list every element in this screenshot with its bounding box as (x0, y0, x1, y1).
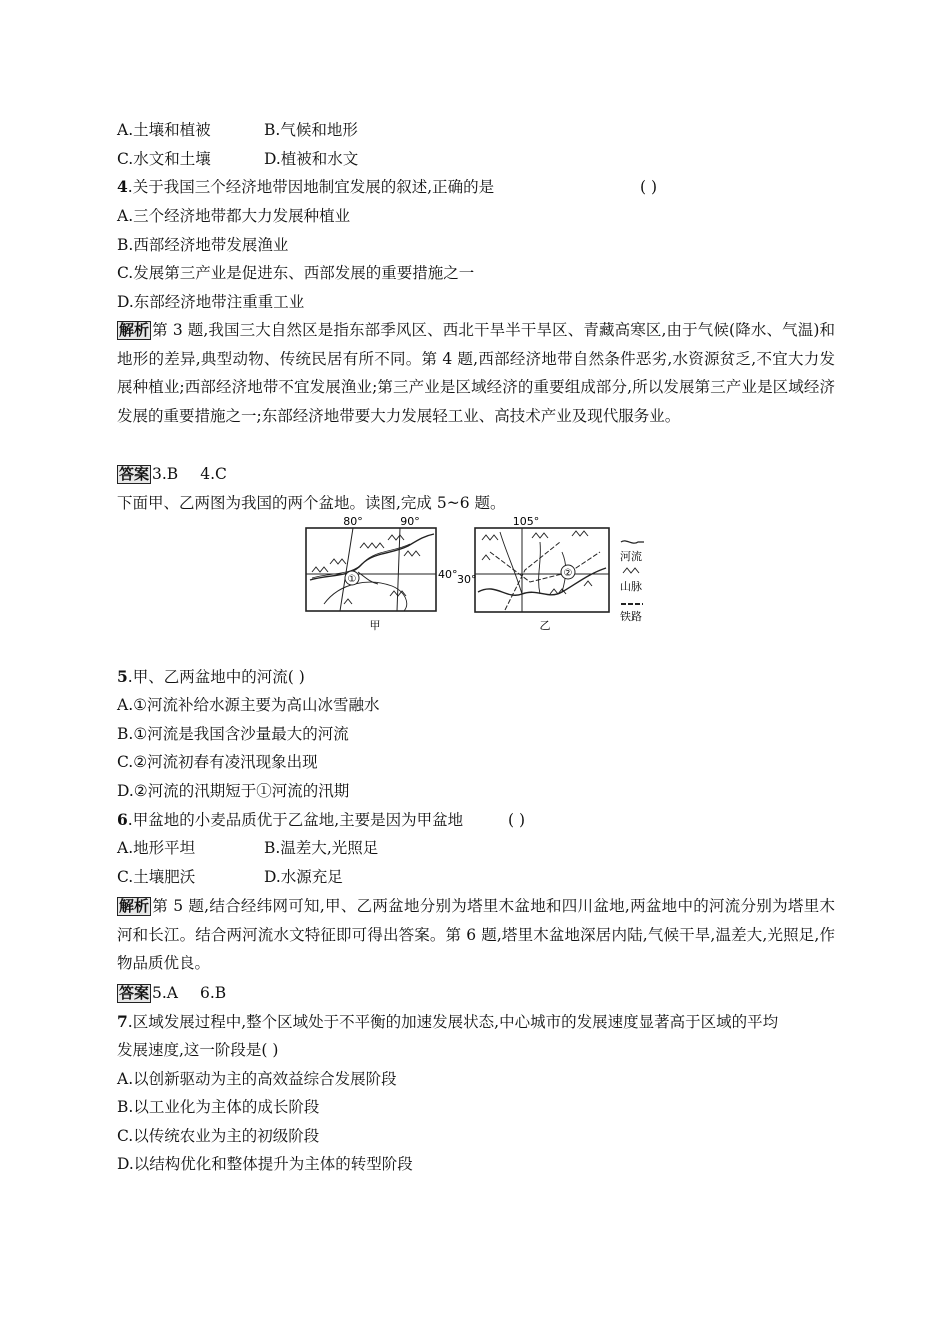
q6-option-b: B.温差大,光照足 (264, 839, 379, 857)
basin-maps-figure (300, 512, 660, 637)
lat-40: 40° (438, 568, 458, 581)
lon-105: 105° (512, 515, 540, 528)
q6-stem: 6.甲盆地的小麦品质优于乙盆地,主要是因为甲盆地 (117, 810, 464, 829)
analysis-3-4: 解析 第 3 题,我国三大自然区是指东部季风区、西北干旱半干旱区、青藏高寒区,由于气候(降水、气温)和地形的差异,典型动物、传统民居有所不同。第 4 题,西部经济地带自然条件恶劣,水资源贫乏,不宜大力发展种植业;西部经济地带不宜发展渔业;第三产业是区域经济的重要组成部分,所以发展第三产业是区域经济发展的重要措施之一;东部经济地带要大力发展轻工业、高技术产业及现代服务业。 (117, 321, 835, 425)
q5-option-c: C.②河流初春有凌汛现象出现 (117, 753, 318, 771)
marker-1: ① (347, 574, 357, 585)
answer-tag: 答案 (119, 984, 150, 1002)
figure-intro: 下面甲、乙两图为我国的两个盆地。读图,完成 5~6 题。 (117, 494, 506, 512)
q3-option-c: C.水文和土壤 (117, 150, 211, 168)
q4-option-c: C.发展第三产业是促进东、西部发展的重要措施之一 (117, 264, 475, 282)
marker-2: ② (563, 568, 573, 579)
q5-option-d: D.②河流的汛期短于①河流的汛期 (117, 782, 350, 800)
lon-90: 90° (400, 515, 420, 528)
analysis-tag: 解析 (119, 321, 150, 339)
map-jia (306, 515, 458, 632)
map-yi-caption: 乙 (539, 619, 551, 632)
q5-stem: 5.甲、乙两盆地中的河流( ) (117, 667, 305, 686)
answer-tag: 答案 (119, 465, 150, 483)
mountain-legend-icon (623, 568, 639, 573)
map-jia-caption: 甲 (369, 619, 381, 632)
q6-option-a: A.地形平坦 (117, 839, 196, 857)
q4-answer-paren: ( ) (640, 178, 658, 196)
q6-option-d: D.水源充足 (264, 868, 343, 886)
q7-stem-line1: 7.区域发展过程中,整个区域处于不平衡的加速发展状态,中心城市的发展速度显著高于区域的平均 (117, 1012, 779, 1031)
q7-option-a: A.以创新驱动为主的高效益综合发展阶段 (117, 1070, 397, 1088)
q7-option-b: B.以工业化为主体的成长阶段 (117, 1098, 320, 1116)
river-legend-icon (621, 541, 644, 543)
analysis-5-6: 解析 第 5 题,结合经纬网可知,甲、乙两盆地分别为塔里木盆地和四川盆地,两盆地中的河流分别为塔里木河和长江。结合两河流水文特征即可得出答案。第 6 题,塔里木盆地深居内陆,气候干旱,温差大,光照足,作物品质优良。 (117, 897, 835, 973)
q4-stem: 4.关于我国三个经济地带因地制宜发展的叙述,正确的是 (117, 177, 495, 196)
q7-option-c: C.以传统农业为主的初级阶段 (117, 1127, 320, 1145)
map-legend (620, 541, 644, 623)
lon-80: 80° (343, 515, 363, 528)
analysis-tag: 解析 (119, 897, 150, 915)
q4-option-b: B.西部经济地带发展渔业 (117, 236, 289, 254)
legend-river: 河流 (620, 550, 642, 563)
q5-option-b: B.①河流是我国含沙量最大的河流 (117, 725, 349, 743)
q3-option-a: A.土壤和植被 (117, 121, 211, 139)
q3-option-b: B.气候和地形 (264, 121, 358, 139)
q5-option-a: A.①河流补给水源主要为高山冰雪融水 (117, 696, 380, 714)
answer-3-4: 答案 3.B 4.C (119, 465, 227, 483)
q7-option-d: D.以结构优化和整体提升为主体的转型阶段 (117, 1155, 413, 1173)
q4-option-d: D.东部经济地带注重重工业 (117, 293, 305, 311)
answer-5-6: 答案 5.A 6.B (119, 984, 227, 1002)
q7-stem-line2: 发展速度,这一阶段是( ) (117, 1041, 279, 1059)
legend-mountain: 山脉 (620, 580, 642, 593)
legend-railway: 铁路 (620, 610, 642, 623)
lat-30: 30° (457, 573, 477, 586)
q6-answer-paren: ( ) (508, 811, 526, 829)
q4-option-a: A.三个经济地带都大力发展种植业 (117, 207, 351, 225)
q3-option-d: D.植被和水文 (264, 150, 359, 168)
q6-option-c: C.土壤肥沃 (117, 868, 196, 886)
map-yi (457, 515, 609, 632)
